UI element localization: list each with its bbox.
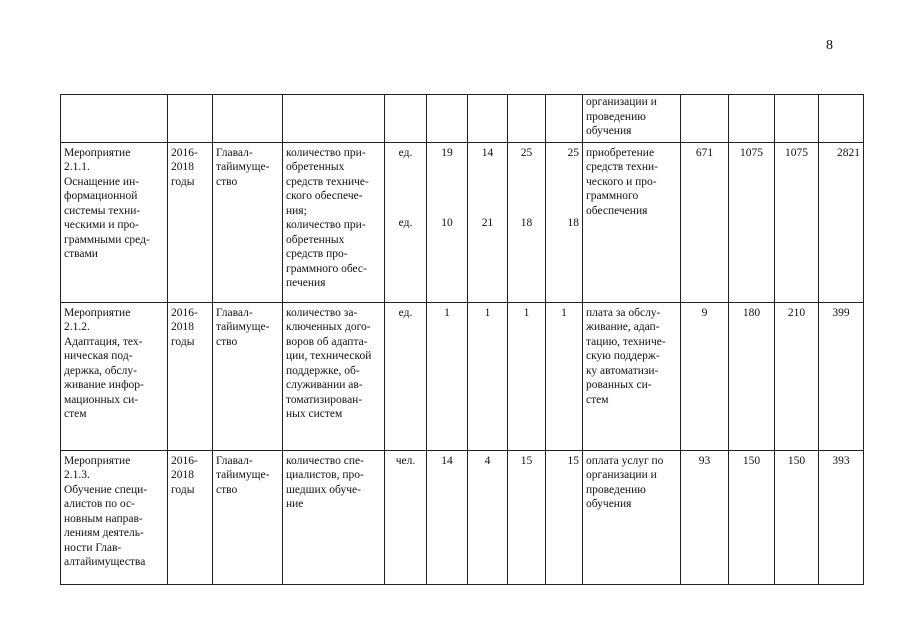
indicator-cell: количество при- обретенных средств техниче- ского обеспече- ния; количество при- обретенных средств про- граммного обес- печения xyxy=(283,142,385,302)
event-cell: Мероприятие 2.1.2. Адаптация, тех- ническая под- держка, обслу- живание инфор- мационных си- стем xyxy=(61,302,168,450)
period-cell: 2016- 2018 годы xyxy=(168,302,213,450)
cost-cell: 9 xyxy=(681,302,729,450)
unit-cell: ед. ед. xyxy=(385,142,427,302)
value-cell: 25 18 xyxy=(508,142,546,302)
purpose-cell: плата за обслу- живание, адап- тацию, техниче- скую поддерж- ку автоматизи- рованных си- стем xyxy=(583,302,681,450)
cost-cell: 1075 xyxy=(729,142,775,302)
program-table xyxy=(60,94,864,585)
cost-cell: 671 xyxy=(681,142,729,302)
event-cell: Мероприятие 2.1.3. Обучение специ- алистов по ос- новным направ- лениям деятель- ности Глав- алтайимущества xyxy=(61,450,168,584)
value-cell: 25 18 xyxy=(546,142,583,302)
cost-cell: 393 xyxy=(819,450,864,584)
value-cell: 15 xyxy=(546,450,583,584)
value-cell: 4 xyxy=(468,450,508,584)
executor-cell: Главал- тайимуще- ство xyxy=(213,302,283,450)
table-row xyxy=(61,142,864,302)
value-cell: 1 xyxy=(468,302,508,450)
indicator-cell: количество спе- циалистов, про- шедших обуче- ние xyxy=(283,450,385,584)
value-cell: 15 xyxy=(508,450,546,584)
value-cell: 1 xyxy=(546,302,583,450)
value-cell: 19 10 xyxy=(427,142,468,302)
cost-cell: 210 xyxy=(775,302,819,450)
indicator-cell: количество за- ключенных дого- воров об адапта- ции, технической поддержке, об- служивании ав- томатизирован- ных систем xyxy=(283,302,385,450)
cost-cell: 399 xyxy=(819,302,864,450)
purpose-cell: приобретение средств техни- ческого и про- граммного обеспечения xyxy=(583,142,681,302)
unit-cell: ед. xyxy=(385,302,427,450)
table-row xyxy=(61,450,864,584)
event-cell: Мероприятие 2.1.1. Оснащение ин- формационной системы техни- ческими и про- граммными сред- ствами xyxy=(61,142,168,302)
cost-cell: 93 xyxy=(681,450,729,584)
period-cell: 2016- 2018 годы xyxy=(168,142,213,302)
value-cell: 14 xyxy=(427,450,468,584)
table-row xyxy=(61,95,864,143)
purpose-cell: организации и проведению обучения xyxy=(583,95,681,143)
value-cell: 1 xyxy=(508,302,546,450)
purpose-cell: оплата услуг по организации и проведению обучения xyxy=(583,450,681,584)
value-cell: 14 21 xyxy=(468,142,508,302)
cost-cell: 1075 xyxy=(775,142,819,302)
period-cell: 2016- 2018 годы xyxy=(168,450,213,584)
table-row xyxy=(61,302,864,450)
cost-cell: 150 xyxy=(729,450,775,584)
unit-cell: чел. xyxy=(385,450,427,584)
value-cell: 1 xyxy=(427,302,468,450)
executor-cell: Главал- тайимуще- ство xyxy=(213,450,283,584)
cost-cell: 2821 xyxy=(819,142,864,302)
page-number: 8 xyxy=(826,38,833,53)
cost-cell: 180 xyxy=(729,302,775,450)
cost-cell: 150 xyxy=(775,450,819,584)
executor-cell: Главал- тайимуще- ство xyxy=(213,142,283,302)
